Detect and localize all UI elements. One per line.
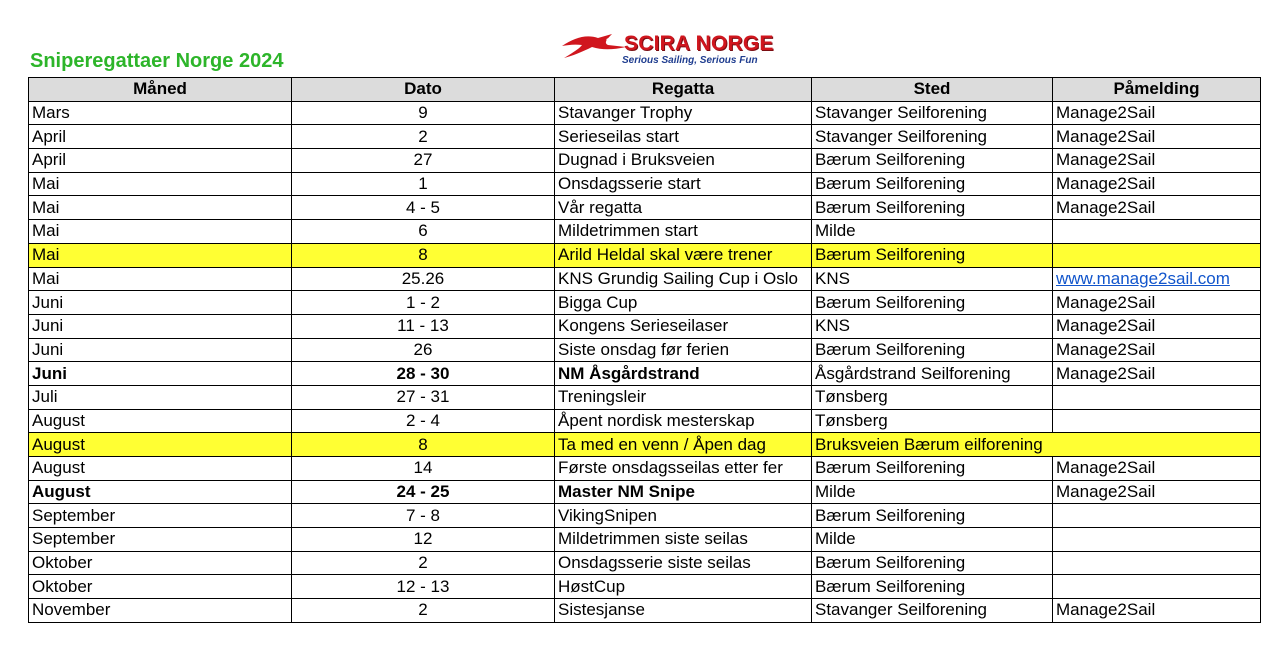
- cell-month: Mai: [29, 243, 292, 267]
- logo-name: SCIRA NORGE: [624, 32, 774, 55]
- cell-month: April: [29, 149, 292, 173]
- col-header-place: Sted: [812, 78, 1053, 102]
- cell-month: August: [29, 433, 292, 457]
- cell-regatta: VikingSnipen: [555, 504, 812, 528]
- cell-registration: Manage2Sail: [1053, 125, 1261, 149]
- cell-month: August: [29, 457, 292, 481]
- logo-tagline: Serious Sailing, Serious Fun: [622, 55, 758, 66]
- table-row: [29, 504, 1261, 528]
- cell-regatta: Treningsleir: [555, 385, 812, 409]
- cell-registration: [1053, 220, 1261, 244]
- cell-place: Stavanger Seilforening: [812, 101, 1053, 125]
- table-row-bold: [29, 480, 1261, 504]
- cell-regatta: Kongens Serieseilaser: [555, 314, 812, 338]
- cell-place: Milde: [812, 528, 1053, 552]
- cell-regatta: Arild Heldal skal være trener: [555, 243, 812, 267]
- scira-logo: [560, 30, 800, 72]
- cell-date: 27: [292, 149, 555, 173]
- table-row-highlighted: [29, 243, 1261, 267]
- cell-month: Juni: [29, 314, 292, 338]
- cell-place: Tønsberg: [812, 385, 1053, 409]
- cell-registration: [1053, 551, 1261, 575]
- table-row: [29, 172, 1261, 196]
- cell-place: Milde: [812, 480, 1053, 504]
- table-row-highlighted: [29, 433, 1261, 457]
- cell-registration: [1053, 409, 1261, 433]
- cell-registration: Manage2Sail: [1053, 480, 1261, 504]
- table-row-bold: [29, 362, 1261, 386]
- cell-month: Juni: [29, 338, 292, 362]
- cell-date: 25.26: [292, 267, 555, 291]
- col-header-month: Måned: [29, 78, 292, 102]
- cell-place: Stavanger Seilforening: [812, 125, 1053, 149]
- cell-place: Bærum Seilforening: [812, 457, 1053, 481]
- cell-month: Mars: [29, 101, 292, 125]
- cell-place: Bærum Seilforening: [812, 338, 1053, 362]
- cell-regatta: Onsdagsserie start: [555, 172, 812, 196]
- cell-regatta: Dugnad i Bruksveien: [555, 149, 812, 173]
- table-header-row: [29, 78, 1261, 102]
- cell-date: 27 - 31: [292, 385, 555, 409]
- cell-registration: [1053, 504, 1261, 528]
- cell-date: 9: [292, 101, 555, 125]
- cell-date: 24 - 25: [292, 480, 555, 504]
- cell-place: Tønsberg: [812, 409, 1053, 433]
- cell-month: August: [29, 480, 292, 504]
- cell-registration: Manage2Sail: [1053, 101, 1261, 125]
- cell-registration: Manage2Sail: [1053, 314, 1261, 338]
- table-row: [29, 314, 1261, 338]
- table-row: [29, 220, 1261, 244]
- cell-place: Bærum Seilforening: [812, 149, 1053, 173]
- cell-regatta: Mildetrimmen start: [555, 220, 812, 244]
- cell-place: KNS: [812, 267, 1053, 291]
- bird-icon: [560, 30, 630, 64]
- cell-registration: Manage2Sail: [1053, 196, 1261, 220]
- cell-date: 7 - 8: [292, 504, 555, 528]
- table-row: [29, 291, 1261, 315]
- cell-place: Bruksveien Bærum eilforening: [812, 433, 1261, 457]
- cell-registration: Manage2Sail: [1053, 599, 1261, 623]
- col-header-registration: Påmelding: [1053, 78, 1261, 102]
- col-header-regatta: Regatta: [555, 78, 812, 102]
- table-row: [29, 457, 1261, 481]
- cell-place: KNS: [812, 314, 1053, 338]
- table-row: [29, 551, 1261, 575]
- cell-month: Juni: [29, 291, 292, 315]
- cell-month: Mai: [29, 172, 292, 196]
- cell-date: 2: [292, 125, 555, 149]
- cell-registration: [1053, 243, 1261, 267]
- cell-date: 11 - 13: [292, 314, 555, 338]
- cell-date: 14: [292, 457, 555, 481]
- cell-regatta: Serieseilas start: [555, 125, 812, 149]
- cell-regatta: Vår regatta: [555, 196, 812, 220]
- cell-regatta: Første onsdagsseilas etter fer: [555, 457, 812, 481]
- cell-place: Bærum Seilforening: [812, 172, 1053, 196]
- cell-registration: [1053, 575, 1261, 599]
- cell-date: 8: [292, 243, 555, 267]
- cell-place: Bærum Seilforening: [812, 243, 1053, 267]
- cell-registration: Manage2Sail: [1053, 172, 1261, 196]
- col-header-date: Dato: [292, 78, 555, 102]
- cell-place: Bærum Seilforening: [812, 196, 1053, 220]
- cell-month: Mai: [29, 220, 292, 244]
- cell-date: 2: [292, 551, 555, 575]
- regatta-schedule-table: [28, 77, 1261, 623]
- cell-regatta: Siste onsdag før ferien: [555, 338, 812, 362]
- cell-regatta: Sistesjanse: [555, 599, 812, 623]
- cell-month: Juni: [29, 362, 292, 386]
- cell-regatta: Stavanger Trophy: [555, 101, 812, 125]
- cell-place: Stavanger Seilforening: [812, 599, 1053, 623]
- table-row: [29, 409, 1261, 433]
- table-row: [29, 599, 1261, 623]
- table-row: [29, 528, 1261, 552]
- cell-regatta: KNS Grundig Sailing Cup i Oslo: [555, 267, 812, 291]
- cell-date: 1: [292, 172, 555, 196]
- cell-month: Juli: [29, 385, 292, 409]
- cell-date: 6: [292, 220, 555, 244]
- cell-month: Mai: [29, 267, 292, 291]
- table-row: [29, 338, 1261, 362]
- table-row: [29, 267, 1261, 291]
- cell-regatta: Bigga Cup: [555, 291, 812, 315]
- cell-month: Oktober: [29, 575, 292, 599]
- cell-date: 12 - 13: [292, 575, 555, 599]
- cell-place: Åsgårdstrand Seilforening: [812, 362, 1053, 386]
- cell-regatta: Mildetrimmen siste seilas: [555, 528, 812, 552]
- cell-month: November: [29, 599, 292, 623]
- cell-place: Bærum Seilforening: [812, 291, 1053, 315]
- table-row: [29, 101, 1261, 125]
- table-row: [29, 575, 1261, 599]
- cell-month: Oktober: [29, 551, 292, 575]
- cell-date: 1 - 2: [292, 291, 555, 315]
- cell-date: 8: [292, 433, 555, 457]
- cell-month: September: [29, 528, 292, 552]
- cell-registration: [1053, 385, 1261, 409]
- cell-place: Bærum Seilforening: [812, 551, 1053, 575]
- cell-date: 4 - 5: [292, 196, 555, 220]
- cell-registration: Manage2Sail: [1053, 149, 1261, 173]
- table-row: [29, 149, 1261, 173]
- cell-date: 26: [292, 338, 555, 362]
- cell-date: 12: [292, 528, 555, 552]
- cell-place: Milde: [812, 220, 1053, 244]
- cell-month: Mai: [29, 196, 292, 220]
- cell-month: August: [29, 409, 292, 433]
- cell-registration: Manage2Sail: [1053, 291, 1261, 315]
- cell-date: 28 - 30: [292, 362, 555, 386]
- cell-registration: Manage2Sail: [1053, 338, 1261, 362]
- cell-place: Bærum Seilforening: [812, 504, 1053, 528]
- cell-registration: Manage2Sail: [1053, 362, 1261, 386]
- cell-month: September: [29, 504, 292, 528]
- cell-date: 2: [292, 599, 555, 623]
- cell-place: Bærum Seilforening: [812, 575, 1053, 599]
- cell-regatta: Åpent nordisk mesterskap: [555, 409, 812, 433]
- table-row: [29, 196, 1261, 220]
- cell-regatta: Onsdagsserie siste seilas: [555, 551, 812, 575]
- cell-month: April: [29, 125, 292, 149]
- page-title: Sniperegattaer Norge 2024: [30, 50, 284, 72]
- cell-regatta: HøstCup: [555, 575, 812, 599]
- table-row: [29, 385, 1261, 409]
- cell-date: 2 - 4: [292, 409, 555, 433]
- table-row: [29, 125, 1261, 149]
- cell-registration: Manage2Sail: [1053, 457, 1261, 481]
- cell-regatta: Master NM Snipe: [555, 480, 812, 504]
- cell-registration: [1053, 528, 1261, 552]
- cell-regatta: Ta med en venn / Åpen dag: [555, 433, 812, 457]
- registration-link[interactable]: www.manage2sail.com: [1053, 267, 1261, 291]
- cell-regatta: NM Åsgårdstrand: [555, 362, 812, 386]
